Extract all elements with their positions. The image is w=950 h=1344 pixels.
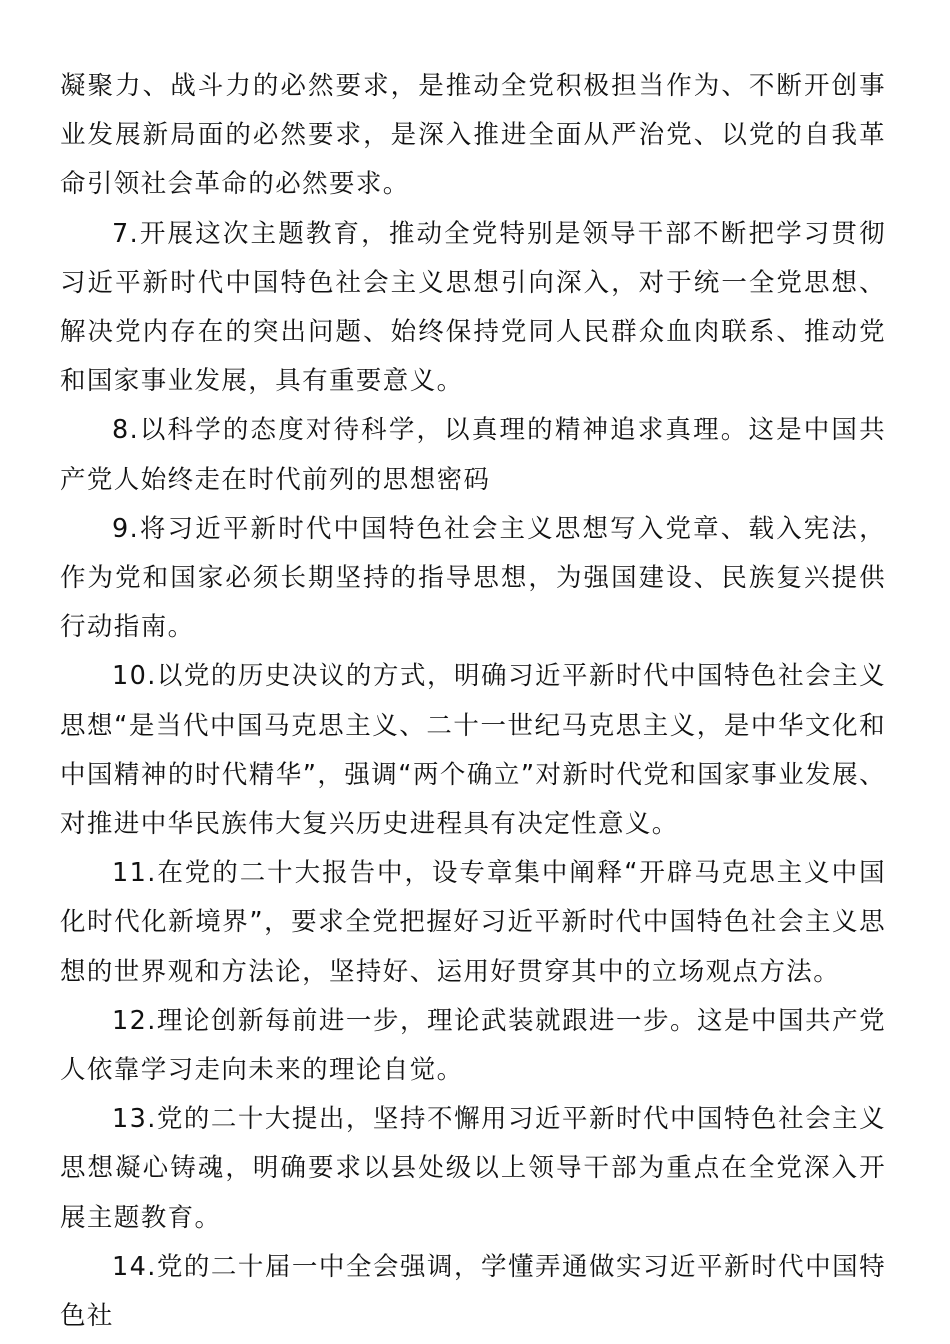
paragraph-13: 13.党的二十大提出，坚持不懈用习近平新时代中国特色社会主义思想凝心铸魂，明确要求以县处级以上领导干部为重点在全党深入开展主题教育。 [60,1104,886,1233]
paragraph-10: 10.以党的历史决议的方式，明确习近平新时代中国特色社会主义思想“是当代中国马克思主义、二十一世纪马克思主义，是中华文化和中国精神的时代精华”，强调“两个确立”对新时代党和国家事业发展、对推进中华民族伟大复兴历史进程具有决定性意义。 [60,661,886,840]
paragraph-11: 11.在党的二十大报告中，设专章集中阐释“开辟马克思主义中国化时代化新境界”，要求全党把握好习近平新时代中国特色社会主义思想的世界观和方法论，坚持好、运用好贯穿其中的立场观点方法。 [60,858,886,987]
paragraph-continued: 凝聚力、战斗力的必然要求，是推动全党积极担当作为、不断开创事业发展新局面的必然要求，是深入推进全面从严治党、以党的自我革命引领社会革命的必然要求。 [60,71,886,200]
paragraph-8: 8.以科学的态度对待科学，以真理的精神追求真理。这是中国共产党人始终走在时代前列的思想密码 [60,415,886,495]
document-body [60,62,886,1341]
paragraph-12: 12.理论创新每前进一步，理论武装就跟进一步。这是中国共产党人依靠学习走向未来的理论自觉。 [60,1005,886,1086]
paragraph-9: 9.将习近平新时代中国特色社会主义思想写入党章、载入宪法，作为党和国家必须长期坚持的指导思想，为强国建设、民族复兴提供行动指南。 [60,513,886,643]
paragraph-7: 7.开展这次主题教育，推动全党特别是领导干部不断把学习贯彻习近平新时代中国特色社会主义思想引向深入，对于统一全党思想、解决党内存在的突出问题、始终保持党同人民群众血肉联系、推动党和国家事业发展，具有重要意义。 [60,218,886,397]
paragraph-14: 14.党的二十届一中全会强调，学懂弄通做实习近平新时代中国特色社 [60,1251,886,1332]
